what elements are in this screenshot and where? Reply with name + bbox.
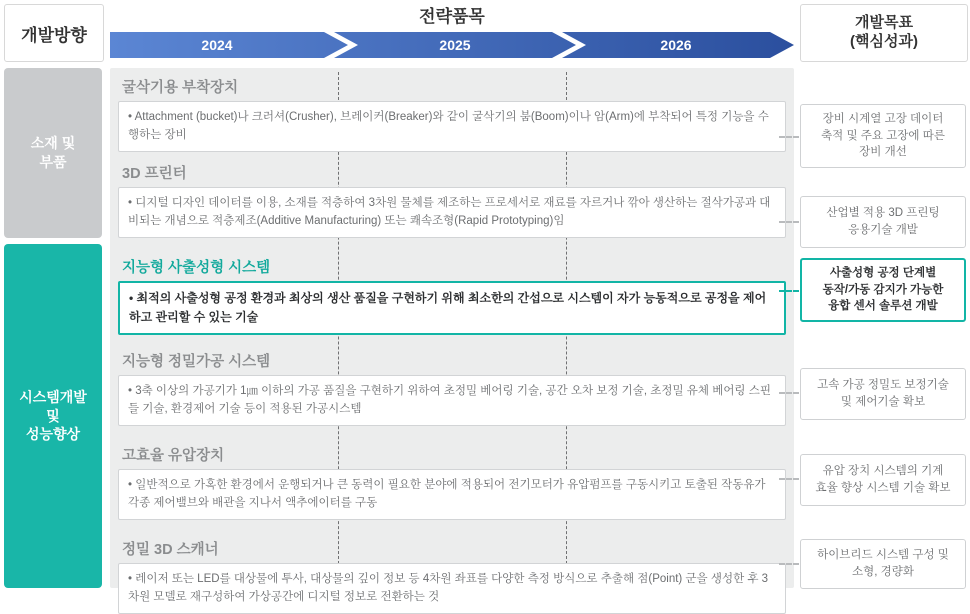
goal-line: 및 제어기술 확보	[840, 396, 926, 408]
item-description-line: • Attachment (bucket)나 크러셔(Crusher), 브레이커(Breaker)와 같이 굴삭기의 붐(Boom)이나 암(Arm)에 부착되어 특정 기능을 수행하는 장비	[128, 108, 776, 145]
category-system-development-line2: 및	[46, 407, 60, 424]
goal-box-5	[800, 454, 966, 506]
timeline-year-2026: 2026	[660, 37, 692, 53]
connector-3	[779, 290, 799, 292]
timeline-year-2024: 2024	[201, 37, 233, 53]
item-title: 정밀 3D 스캐너	[122, 542, 219, 558]
connector-4	[779, 392, 799, 394]
item-group-intelligent-injection-molding	[118, 256, 786, 335]
item-description-line: • 레이저 또는 LED를 대상물에 투사, 대상물의 깊이 정보 등 4차원 좌표를 다양한 측정 방식으로 추출해 점(Point) 군을 생성한 후 3차원 모델로 재구성하여 가상공간에 디지털 정보로 전환하는 것	[128, 570, 776, 607]
category-materials-parts-line2: 부품	[39, 154, 67, 170]
goal-box-6	[800, 539, 966, 589]
item-title: 굴삭기용 부착장치	[122, 80, 239, 96]
category-system-development	[4, 244, 102, 588]
connector-5	[779, 478, 799, 480]
goal-line: 소형, 경량화	[852, 566, 914, 578]
item-group-excavator-attachment	[118, 76, 786, 152]
goal-box-3	[800, 258, 966, 322]
header-goal-title	[800, 4, 968, 62]
connector-1	[779, 136, 799, 138]
goal-line: 산업별 적용 3D 프린팅	[826, 207, 940, 220]
item-description-line: • 디지털 디자인 데이터를 이용, 소재를 적층하여 3차원 물체를 제조하는 프로세서로 재료를 자르거나 깎아 생산하는 절삭가공과 대비되는 개념으로 적층제조(Additive Manufacturing) 또는 쾌속조형(Rapid Prototyping)임	[128, 194, 776, 231]
item-description	[118, 469, 786, 520]
item-description-line: • 일반적으로 가혹한 환경에서 운행되거나 큰 동력이 필요한 분야에 적용되어 전기모터가 유압펌프를 구동시키고 토출된 작동유가 각종 제어밸브와 배관을 지나서 액추에이터를 구동	[128, 476, 776, 513]
goal-line: 유압 장치 시스템의 기계	[822, 465, 944, 478]
goal-line: 응용기술 개발	[848, 224, 918, 236]
connector-2	[779, 221, 799, 223]
header-goal-title-line2: (핵심성과)	[850, 33, 918, 50]
goal-line: 효율 향상 시스템 기술 확보	[815, 482, 951, 494]
timeline-year-2025: 2025	[439, 37, 471, 53]
goal-box-2	[800, 196, 966, 248]
item-title: 지능형 사출성형 시스템	[122, 260, 271, 276]
category-system-development-line1: 시스템개발	[19, 388, 87, 405]
goal-line: 장비 개선	[859, 146, 907, 159]
connector-6	[779, 563, 799, 565]
item-description	[118, 187, 786, 238]
item-description	[118, 375, 786, 426]
item-description	[118, 101, 786, 152]
item-description-line: • 최적의 사출성형 공정 환경과 최상의 생산 품질을 구현하기 위해 최소한의 간섭으로 시스템이 자가 능동적으로 공정을 제어하고 관리할 수 있는 기술	[129, 289, 775, 327]
item-title: 고효율 유압장치	[122, 448, 225, 464]
item-group-intelligent-precision-machining	[118, 350, 786, 426]
goal-line: 축적 및 주요 고장에 따른	[821, 129, 945, 142]
item-group-3d-printer	[118, 162, 786, 238]
header-mid-title: 전략품목	[419, 7, 485, 26]
item-description-line: • 3축 이상의 가공기가 1㎛ 이하의 가공 품질을 구현하기 위하여 초정밀 베어링 기술, 공간 오차 보정 기술, 초정밀 유체 베어링 스핀들 기술, 환경제어 기술 등이 적용된 가공시스템	[128, 382, 776, 419]
goal-box-4	[800, 368, 966, 420]
header-goal-title-line1: 개발목표	[855, 14, 913, 32]
goal-line: 장비 시계열 고장 데이터	[822, 112, 944, 125]
category-materials-parts-line1: 소재 및	[30, 135, 76, 152]
item-title: 3D 프린터	[122, 166, 187, 182]
goal-line: 융합 센서 솔루션 개발	[828, 300, 938, 313]
item-description	[118, 563, 786, 614]
goal-line: 고속 가공 정밀도 보정기술	[817, 379, 949, 392]
goal-box-1	[800, 104, 966, 168]
item-group-high-efficiency-hydraulic	[118, 444, 786, 520]
goal-line: 사출성형 공정 단계별	[829, 266, 937, 279]
goal-line: 동작/가동 감지가 가능한	[822, 283, 944, 296]
item-title: 지능형 정밀가공 시스템	[122, 354, 271, 370]
category-materials-parts	[4, 68, 102, 238]
category-system-development-line3: 성능향상	[25, 426, 81, 443]
goal-line: 하이브리드 시스템 구성 및	[817, 549, 949, 562]
header-left-title: 개발방향	[4, 4, 104, 62]
header-strategy-column	[110, 4, 794, 60]
item-group-precision-3d-scanner	[118, 538, 786, 614]
strategy-items-panel	[110, 68, 794, 604]
item-description	[118, 281, 786, 335]
